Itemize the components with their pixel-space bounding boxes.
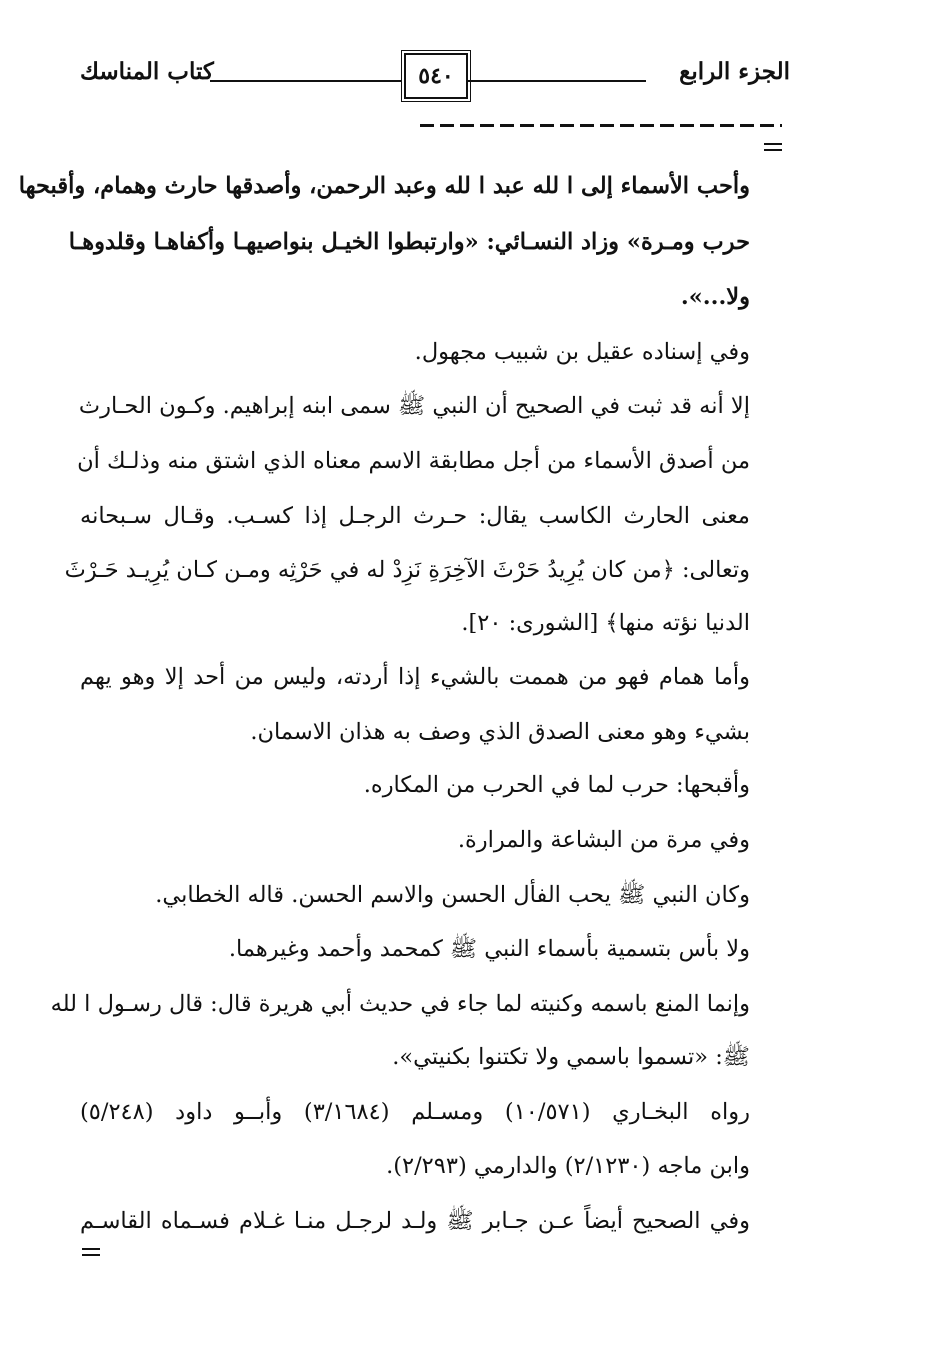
text-line-17: ﷺ: «تسموا باسمي ولا تكتنوا بكنيتي».: [392, 1044, 750, 1070]
text-line-11: بشيء وهو معنى الصدق الذي وصف به هذان الاسمان.: [250, 719, 750, 745]
text-line-3: ولا...».: [680, 284, 750, 310]
book-title: كتاب المناسك: [80, 58, 214, 85]
text-line-7: معنى الحارث الكاسب يقال: حـرث الرجـل إذا كسـب. وقـال سـبحانه: [80, 503, 750, 529]
text-line-4: وفي إسناده عقيل بن شبيب مجهول.: [414, 339, 750, 365]
top-double-mark: [764, 143, 782, 151]
text-line-6: من أصدق الأسماء من أجل مطابقة الاسم معناه الذي اشتق منه وذلـك أن: [77, 448, 750, 474]
text-line-16: وإنما المنع باسمه وكنيته لما جاء في حديث أبي هريرة قال: قال رسـول ا لله: [50, 991, 750, 1017]
header-rule-right: [468, 80, 646, 82]
volume-label: الجزء الرابع: [679, 58, 790, 85]
header-dashed-divider: [420, 124, 782, 127]
header-rule-left: [210, 80, 402, 82]
text-line-1: وأحب الأسماء إلى ا لله عبد ا لله وعبد الرحمن، وأصدقها حارث وهمام، وأقبحها: [18, 173, 750, 199]
text-line-2: حرب ومـرة» وزاد النسـائي: «وارتبطوا الخيـل بنواصيهـا وأكفاهـا وقلدوهـا: [68, 229, 750, 255]
page-number: ٥٤٠: [418, 63, 454, 89]
text-line-9: الدنيا نؤته منها﴾ [الشورى: ٢٠].: [461, 610, 750, 636]
text-line-13: وفي مرة من البشاعة والمرارة.: [457, 827, 750, 853]
text-line-19: وابن ماجه (٢/١٢٣٠) والدارمي (٢/٢٩٣).: [386, 1153, 750, 1179]
text-line-10: وأما همام فهو من هممت بالشيء إذا أردته، وليس من أحد إلا وهو يهم: [80, 664, 750, 690]
text-line-12: وأقبحها: حرب لما في الحرب من المكاره.: [363, 772, 750, 798]
text-line-15: ولا بأس بتسمية بأسماء النبي ﷺ كمحمد وأحمد وغيرهما.: [228, 936, 750, 962]
text-line-8: وتعالى: ﴿من كان يُرِيدُ حَرْثَ الآخِرَةِ نَزِدْ له في حَرْثِه ومـن كـان يُرِيـد حَـرْثَ: [64, 557, 750, 583]
text-line-18: رواه البخـاري (١٠/٥٧١) ومسـلم (٣/١٦٨٤) وأبــو داود (٥/٢٤٨): [80, 1099, 750, 1125]
page-number-box: [404, 53, 468, 99]
text-line-5: إلا أنه قد ثبت في الصحيح أن النبي ﷺ سمى ابنه إبراهيم. وكـون الحـارث: [78, 393, 750, 419]
bottom-double-mark: [82, 1248, 100, 1256]
text-line-20: وفي الصحيح أيضاً عـن جـابر ﷺ ولـد لرجـل منـا غـلام فسـماه القاسـم: [80, 1208, 750, 1234]
text-line-14: وكان النبي ﷺ يحب الفأل الحسن والاسم الحسن. قاله الخطابي.: [155, 882, 750, 908]
